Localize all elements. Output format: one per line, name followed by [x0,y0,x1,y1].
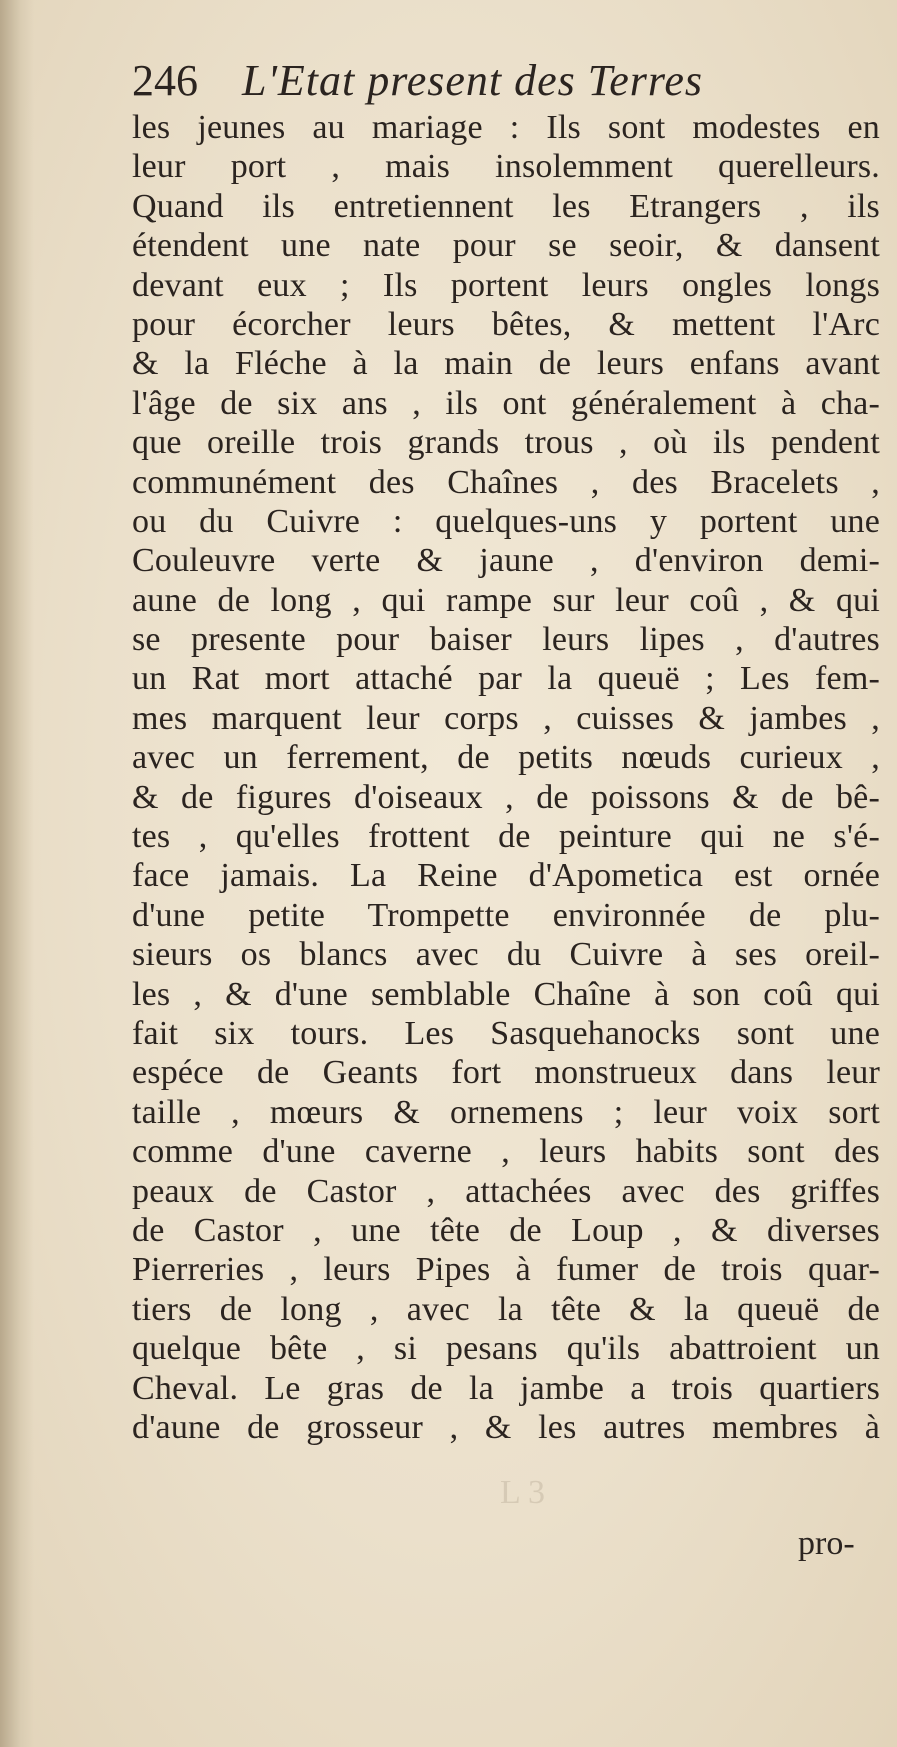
text-line: comme d'une caverne , leurs habits sont des [132,1133,880,1171]
running-title: L'Etat present des Terres [242,56,703,105]
page-header [132,52,872,110]
text-line: fait six tours. Les Sasquehanocks sont une [132,1014,880,1052]
catchword: pro- [798,1525,855,1562]
text-line: d'une petite Trompette environnée de plu- [132,896,880,934]
text-line: sieurs os blancs avec du Cuivre à ses oreil- [132,936,880,974]
text-line: Couleuvre verte & jaune , d'environ demi- [132,542,880,580]
text-line: mes marquent leur corps , cuisses & jambes , [132,699,880,737]
text-line: aune de long , qui rampe sur leur coû , & qui [132,581,880,619]
text-line: étendent une nate pour se seoir, & dansent [132,227,880,265]
text-line: d'aune de grosseur , & les autres membres à [132,1408,880,1446]
text-line: ou du Cuivre : quelques-uns y portent une [132,502,880,540]
text-line: l'âge de six ans , ils ont généralement à cha- [132,384,880,422]
text-line: Cheval. Le gras de la jambe a trois quartiers [132,1369,880,1407]
text-line: communément des Chaînes , des Bracelets , [132,463,880,501]
text-line: & la Fléche à la main de leurs enfans avant [132,345,880,383]
text-line: que oreille trois grands trous , où ils pendent [132,424,880,462]
text-line: leur port , mais insolemment querelleurs. [132,148,880,186]
show-through-signature: L 3 [500,1474,546,1511]
body-text [132,108,880,1447]
text-line: de Castor , une tête de Loup , & diverses [132,1211,880,1249]
text-line: tes , qu'elles frottent de peinture qui ne s'é- [132,818,880,856]
text-line: Pierreries , leurs Pipes à fumer de trois quar- [132,1251,880,1289]
text-line: se presente pour baiser leurs lipes , d'autres [132,621,880,659]
text-line: quelque bête , si pesans qu'ils abattroient un [132,1330,880,1368]
text-line: face jamais. La Reine d'Apometica est ornée [132,857,880,895]
text-line: espéce de Geants fort monstrueux dans leur [132,1054,880,1092]
text-line: taille , mœurs & ornemens ; leur voix sort [132,1093,880,1131]
text-line: les , & d'une semblable Chaîne à son coû qui [132,975,880,1013]
page-gutter-shadow [0,0,34,1747]
page-number: 246 [132,56,198,105]
text-line: devant eux ; Ils portent leurs ongles longs [132,266,880,304]
text-line: Quand ils entretiennent les Etrangers , ils [132,187,880,225]
text-line: & de figures d'oiseaux , de poissons & de bê- [132,778,880,816]
text-line: tiers de long , avec la tête & la queuë de [132,1290,880,1328]
text-line: un Rat mort attaché par la queuë ; Les fem- [132,660,880,698]
text-line: peaux de Castor , attachées avec des griffes [132,1172,880,1210]
text-line: avec un ferrement, de petits nœuds curieux , [132,739,880,777]
text-line: pour écorcher leurs bêtes, & mettent l'Arc [132,305,880,343]
text-line: les jeunes au mariage : Ils sont modestes en [132,109,880,146]
